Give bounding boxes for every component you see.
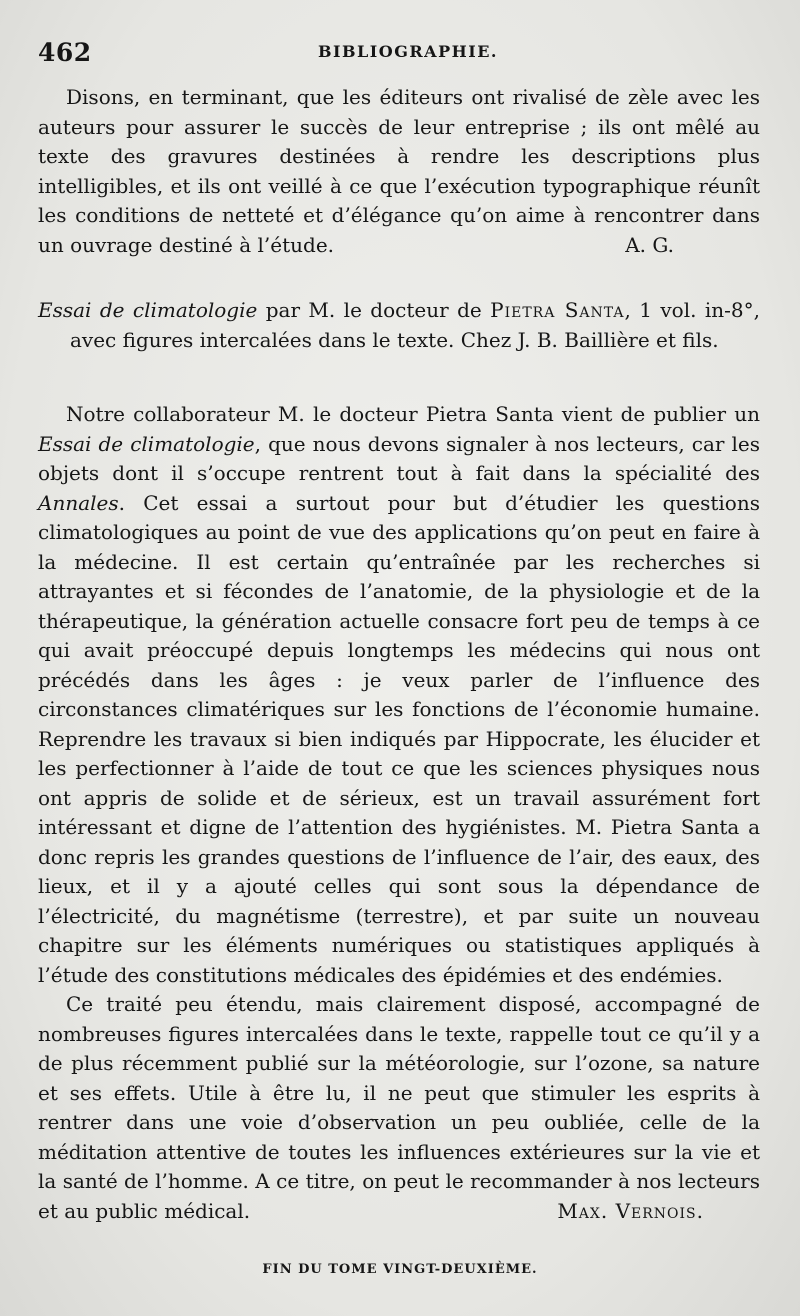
intro-section	[38, 83, 760, 261]
entry-by: par M. le docteur de	[265, 298, 482, 322]
entry-details: , 1 vol. in-8°, avec figures intercalées dans le texte. Chez J. B. Baillière et fils.	[70, 298, 760, 352]
page-number: 462	[38, 38, 92, 67]
review-paragraph-2: Ce traité peu étendu, mais clairement disposé, accompagné de nombreuses figures intercalées dans le texte, rappelle tout ce qu’il y a de plus récemment publié sur la météorologie, sur l’ozone, sa nature et ses effets. Utile à être lu, il ne peut que stimuler les esprits à rentrer dans une voie d’observation un peu oubliée, celle de la méditation attentive de toutes les influences extérieures sur la vie et la santé de l’homme. A ce titre, on peut le recommander à nos lecteurs et au public médical.	[38, 992, 760, 1223]
intro-paragraph: Disons, en terminant, que les éditeurs ont rivalisé de zèle avec les auteurs pour assurer le succès de leur entreprise ; ils ont mêlé au texte des gravures destinées à rendre les descriptions plus intelligibles, et ils ont veillé à ce que l’exécution typographique réunît les conditions de netteté et d’élégance qu’on aime à rencontrer dans un ouvrage destiné à l’étude.	[38, 85, 760, 257]
review-paragraph-1	[38, 400, 760, 990]
review-text: Notre collaborateur M. le docteur Pietra Santa vient de publier un	[66, 402, 760, 426]
review-annales: Annales	[38, 490, 119, 515]
review-section	[38, 400, 760, 1227]
review-text: , que nous devons signaler à nos lecteurs, car les objets dont il s’occupe rentrent tout à fait dans la spécialité des	[38, 431, 761, 485]
intro-signature: A. G.	[625, 233, 674, 257]
closing-note: FIN DU TOME VINGT-DEUXIÈME.	[262, 1262, 538, 1277]
running-title: BIBLIOGRAPHIE.	[318, 42, 498, 61]
entry-title: Essai de climatologie	[38, 298, 258, 322]
review-text: . Cet essai a surtout pour but d’étudier les questions climatologiques au point de vue des applications qu’on peut en faire à la médecine. Il est certain qu’entraînée par les recherches si attrayantes et si fécondes de l’anatomie, de la physiologie et de la thérapeutique, la génération actuelle consacre fort peu de temps à ce qui avait préoccupé depuis longtemps les médecins qui nous ont précédés dans les âges : je veux parler de l’influence des circonstances climatériques sur les fonctions de l’économie humaine. Reprendre les travaux si bien indiqués par Hippocrate, les élucider et les perfectionner à l’aide de tout ce que les sciences physiques nous ont appris de solide et de sérieux, est un travail assurément fort intéressant et digne de l’attention des hygiénistes. M. Pietra Santa a donc repris les grandes questions de l’influence de l’air, des eaux, des lieux, et il y a ajouté celles qui sont sous la dépendance de l’électricité, du magnétisme (terrestre), et par suite un nouveau chapitre sur les éléments numériques ou statistiques appliqués à l’étude des constitutions médicales des épidémies et des endémies.	[38, 490, 760, 987]
entry-citation	[38, 296, 760, 355]
bibliography-entry	[38, 296, 760, 355]
page-header	[38, 38, 760, 68]
review-signature: Max. Vernois.	[557, 1199, 704, 1223]
review-book-title: Essai de climatologie	[38, 431, 255, 456]
entry-author: Pietra Santa	[490, 298, 625, 322]
